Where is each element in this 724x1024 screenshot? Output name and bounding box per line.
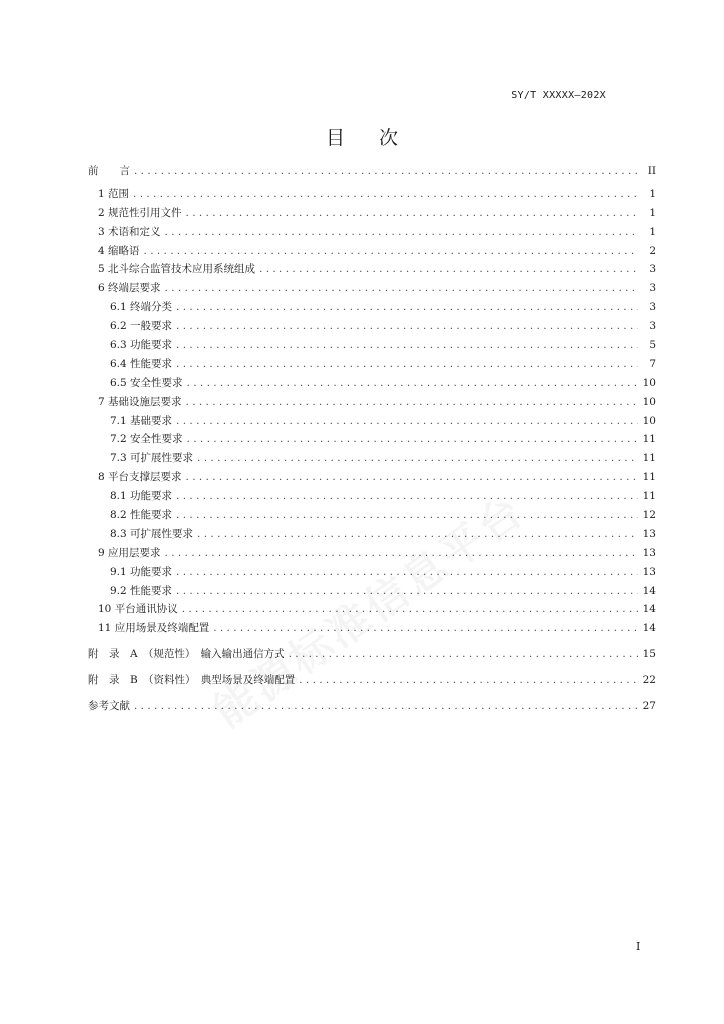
toc-dot-leader [144,242,638,261]
toc-entry[interactable] [88,317,656,336]
toc-dot-leader [259,260,638,279]
toc-entry[interactable] [88,204,656,223]
toc-entry-label: 附 录 A （规范性） 输入输出通信方式 [88,648,285,661]
toc-entry-page: 1 [649,187,656,200]
toc-entry-page: 11 [642,452,656,465]
toc-entry-page: 12 [642,509,656,522]
toc-entry-page: 1 [649,225,656,238]
toc-entry-label: 6.4 性能要求 [110,357,173,370]
toc-entry-label: 2 规范性引用文件 [98,206,182,219]
toc-dot-leader [186,393,638,412]
toc-entry[interactable] [88,563,656,582]
toc-entry-page: 3 [649,301,656,314]
toc-entry-page: 10 [642,414,656,427]
toc-entry-page: 11 [642,490,656,503]
toc-entry[interactable] [88,468,656,487]
toc-entry-label: 参考文献 [88,700,130,713]
toc-entry-label: 附 录 B （资料性） 典型场景及终端配置 [88,674,296,687]
toc-entry-page: 14 [642,622,656,635]
toc-dot-leader [187,374,638,393]
toc-dot-leader [197,525,638,544]
toc-entry[interactable] [88,336,656,355]
toc-dot-leader [213,619,638,638]
toc-entry-page: 13 [642,546,656,559]
toc-dot-leader [289,645,638,664]
toc-entry[interactable] [88,185,656,204]
toc-entry[interactable] [88,298,656,317]
toc-entry[interactable] [88,374,656,393]
toc-dot-leader [176,582,638,601]
toc-dot-leader [187,430,638,449]
toc-dot-leader [176,336,638,355]
toc-entry-page: 3 [649,282,656,295]
toc-entry-label: 1 范围 [98,187,130,200]
toc-entry-label: 4 缩略语 [98,244,140,257]
toc-entry-page: 27 [642,700,656,713]
toc-entry[interactable] [88,393,656,412]
toc-entry-page: 13 [642,527,656,540]
toc-entry[interactable] [88,223,656,242]
toc-entry[interactable] [88,412,656,431]
toc-dot-leader [134,697,638,716]
toc-dot-leader [176,298,638,317]
toc-dot-leader [165,223,638,242]
toc-entry-label: 7.2 安全性要求 [110,433,183,446]
toc-entry-page: 22 [642,674,656,687]
toc-entry-page: 3 [649,320,656,333]
toc-entry-label: 9.2 性能要求 [110,584,173,597]
toc-dot-leader [186,204,638,223]
toc-entry-page: 11 [642,471,656,484]
toc-entry[interactable] [88,619,656,638]
toc-entry-page: 10 [642,395,656,408]
toc-entry[interactable] [88,544,656,563]
toc-entry[interactable] [88,487,656,506]
toc-entry-label: 11 应用场景及终端配置 [98,622,210,635]
page-number: I [636,940,641,953]
toc-entry-page: 2 [649,244,656,257]
toc-entry-label: 8 平台支撑层要求 [98,471,182,484]
toc-entry-page: 10 [642,376,656,389]
toc-entry-label: 6.5 安全性要求 [110,376,183,389]
toc-entry[interactable] [88,582,656,601]
toc-entry-label: 9.1 功能要求 [110,565,173,578]
toc-dot-leader [133,185,638,204]
toc-dot-leader [186,468,638,487]
toc-entry[interactable] [88,671,656,690]
toc-entry-label: 前 言 [88,165,130,177]
toc-entry[interactable] [88,279,656,298]
toc-entry-label: 8.2 性能要求 [110,509,173,522]
toc-entry-label: 3 术语和定义 [98,225,161,238]
toc-dot-leader [165,279,638,298]
toc-entry[interactable] [88,449,656,468]
toc-entry[interactable] [88,506,656,525]
toc-dot-leader [176,506,638,525]
toc-entry-page: II [647,165,656,177]
toc-entry-page: 11 [642,433,656,446]
toc-entry-label: 7 基础设施层要求 [98,395,182,408]
toc-entry[interactable] [88,430,656,449]
toc-entry-page: 13 [642,565,656,578]
toc-entry-label: 6.2 一般要求 [110,320,173,333]
toc-entry-label: 7.3 可扩展性要求 [110,452,194,465]
toc-entry-page: 1 [649,206,656,219]
toc-dot-leader [176,355,638,374]
toc-entry-label: 5 北斗综合监管技术应用系统组成 [98,263,256,276]
toc-dot-leader [299,671,638,690]
toc-dot-leader [176,487,638,506]
toc-entry[interactable] [88,600,656,619]
title-part-1: 目 [325,127,345,149]
table-of-contents [88,162,656,716]
toc-entry[interactable] [88,697,656,716]
toc-entry-label: 6.3 功能要求 [110,339,173,352]
toc-entry-label: 10 平台通讯协议 [98,603,178,616]
toc-dot-leader [176,563,638,582]
toc-entry-page: 15 [642,648,656,661]
toc-dot-leader [182,600,638,619]
toc-entry[interactable] [88,162,656,181]
toc-dot-leader [197,449,638,468]
page-title [0,123,724,150]
toc-entry[interactable] [88,645,656,664]
toc-entry-label: 8.1 功能要求 [110,490,173,503]
toc-dot-leader [176,317,638,336]
toc-dot-leader [134,162,638,181]
toc-entry-page: 3 [649,263,656,276]
title-part-2: 次 [379,127,399,149]
toc-entry-label: 9 应用层要求 [98,546,161,559]
toc-entry-page: 14 [642,603,656,616]
toc-entry-label: 6 终端层要求 [98,282,161,295]
toc-entry[interactable] [88,355,656,374]
toc-entry[interactable] [88,242,656,261]
toc-entry-label: 7.1 基础要求 [110,414,173,427]
toc-dot-leader [176,412,638,431]
toc-entry-page: 5 [649,339,656,352]
toc-entry-label: 8.3 可扩展性要求 [110,527,194,540]
toc-entry[interactable] [88,260,656,279]
toc-entry-page: 7 [649,357,656,370]
toc-dot-leader [165,544,638,563]
toc-entry[interactable] [88,525,656,544]
toc-entry-label: 6.1 终端分类 [110,301,173,314]
toc-entry-page: 14 [642,584,656,597]
standard-code: SY/T XXXXX—202X [511,90,606,101]
